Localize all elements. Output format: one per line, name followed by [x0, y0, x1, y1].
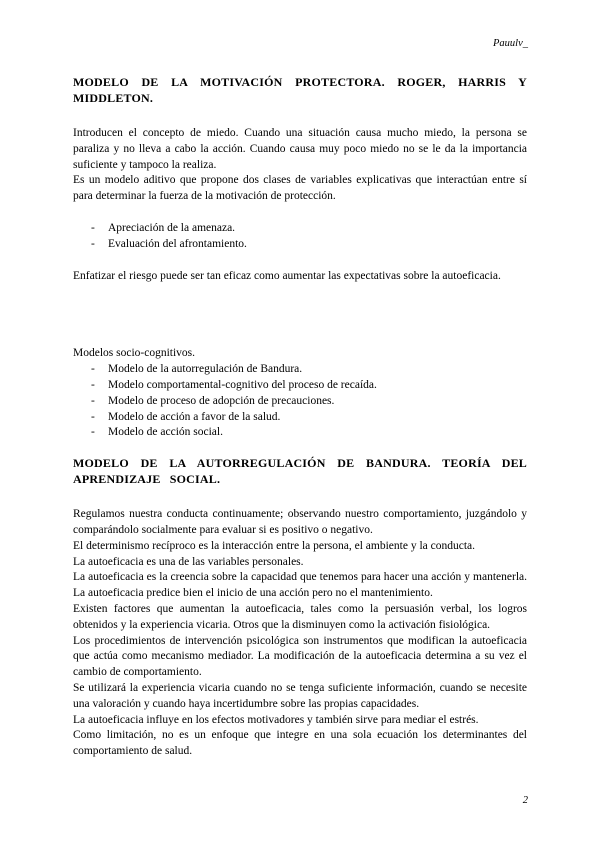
- section-title-motivacion-protectora: MODELO DE LA MOTIVACIÓN PROTECTORA. ROGER, HARRIS Y MIDDLETON.: [73, 75, 527, 105]
- paragraph: Es un modelo aditivo que propone dos clases de variables explicativas que interactúan entre sí para determinar la fuerza de la motivación de protección.: [73, 174, 527, 203]
- list-item: - Modelo de la autorregulación de Bandura.: [73, 362, 527, 378]
- page-number: 2: [522, 795, 528, 806]
- list-item: - Evaluación del afrontamiento.: [73, 237, 527, 253]
- list-item: - Modelo de proceso de adopción de precauciones.: [73, 394, 527, 410]
- paragraph: La autoeficacia influye en los efectos motivadores y también sirve para mediar el estrés.: [73, 713, 479, 726]
- paragraph: Como limitación, no es un enfoque que integre en una sola ecuación los determinantes del comportamiento de salud.: [73, 729, 527, 758]
- page-header-author: Pauulv_: [493, 38, 528, 49]
- paragraph: Se utilizará la experiencia vicaria cuando no se tenga suficiente información, cuando se necesite una valoración y cuando haya incertidumbre sobre las propias capacidades.: [73, 681, 527, 710]
- section-title-autorregulacion-bandura: MODELO DE LA AUTORREGULACIÓN DE BANDURA. TEORÍA DEL APRENDIZAJE SOCIAL.: [73, 456, 527, 487]
- paragraph: El determinismo recíproco es la interacción entre la persona, el ambiente y la conducta.: [73, 539, 476, 552]
- models-list: [73, 362, 527, 441]
- list-item: - Modelo comportamental-cognitivo del proceso de recaída.: [73, 378, 527, 394]
- paragraph: Enfatizar el riesgo puede ser tan eficaz como aumentar las expectativas sobre la autoeficacia.: [73, 269, 501, 282]
- paragraph: Los procedimientos de intervención psicológica son instrumentos que modifican la autoeficacia que actúa como mecanismo mediador. La modificación de la autoeficacia determina a su vez el cambio de comportamiento.: [73, 634, 527, 679]
- list-item: - Modelo de acción social.: [73, 425, 527, 441]
- paragraph: La autoeficacia es una de las variables personales.: [73, 555, 304, 568]
- models-intro: Modelos socio-cognitivos.: [73, 347, 196, 360]
- paragraph: La autoeficacia es la creencia sobre la capacidad que tenemos para hacer una acción y mantenerla. La autoeficacia predice bien el inicio de una acción pero no el mantenimiento.: [73, 571, 527, 600]
- list-item: - Apreciación de la amenaza.: [73, 221, 527, 237]
- page-content: [73, 74, 527, 760]
- variables-list: [73, 221, 527, 253]
- paragraph: Regulamos nuestra conducta continuamente; observando nuestro comportamiento, juzgándolo y comparándolo socialmente para evaluar si es positivo o negativo.: [73, 508, 527, 536]
- paragraph: Introducen el concepto de miedo. Cuando una situación causa mucho miedo, la persona se paraliza y no lleva a cabo la acción. Cuando causa muy poco miedo no se le da la importancia suficiente y tampoco la realiza.: [73, 127, 527, 171]
- list-item: - Modelo de acción a favor de la salud.: [73, 410, 527, 426]
- paragraph: Existen factores que aumentan la autoeficacia, tales como la persuasión verbal, los logros obtenidos y la experiencia vicaria. Otros que la disminuyen como la activación fisiológica.: [73, 602, 527, 631]
